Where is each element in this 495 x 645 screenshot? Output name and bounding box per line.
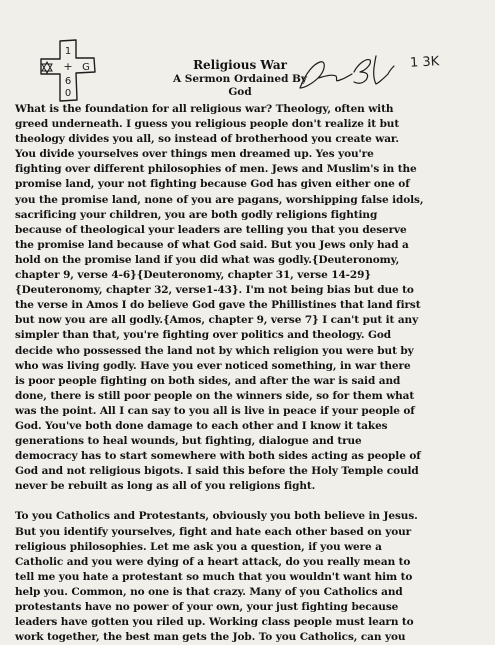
cross-mark-top: 1 [64,46,72,57]
text-line: the promise land because of what God said. But you Jews only had a [15,238,409,251]
text-line: tell me you hate a protestant so much that you wouldn't want him to [15,570,413,583]
text-line: But you identify yourselves, fight and hate each other based on your [15,525,412,538]
text-line: sacrificing your children, you are both godly religions fighting [15,208,378,221]
text-line: generations to heal wounds, but fighting, dialogue and true [15,435,362,448]
text-line: was the point. All I can say to you all is live in peace if your people of [15,404,415,417]
text-line: What is the foundation for all religious war? Theology, often with [15,103,394,115]
cross-mark-center: + [63,60,73,73]
handwritten-margin-note: 1 3K [409,54,440,71]
text-line: help you. Common, no one is that crazy. Many of you Catholics and [15,585,403,598]
text-line: work together, the best man gets the Job. To you Catholics, can you [15,631,406,644]
text-line: leaders have gotten you riled up. Working class people must learn to [15,616,414,629]
text-line: is poor people fighting on both sides, and after the war is said and [15,374,401,387]
text-line: To you Catholics and Protestants, obviously you both believe in Jesus. [15,510,418,523]
text-line: God. You've both done damage to each other and I know it takes [15,419,388,432]
cross-mark-right: G [82,62,90,73]
text-line: because of theological your leaders are telling you that you deserve [15,223,407,236]
text-line: religious philosophies. Let me ask you a question, if you were a [15,540,382,553]
text-line: protestants have no power of your own, your just fighting because [15,601,399,613]
document-title: Religious War [193,58,287,72]
text-line: {Deuteronomy, chapter 32, verse1-43}. I'm not being bias but due to [15,284,414,297]
text-line: fighting over different philosophies of men. Jews and Muslim's in the [15,163,417,176]
cross-mark-bottom: 0 [64,88,72,99]
text-line: promise land, your not fighting because God has given either one of [15,178,410,191]
sermon-body [15,102,485,645]
document-subtitle: A Sermon Ordained By God [172,73,308,98]
text-line: Catholic and you were dying of a heart attack, do you really mean to [15,555,411,568]
text-line: decide who possessed the land not by which religion you were but by [15,344,414,357]
hand-drawn-cross-icon [38,38,98,108]
paragraph [15,102,485,494]
text-line: simpler than that, you're fighting over politics and theology. God [15,329,391,342]
text-line: but now you are all godly.{Amos, chapter 9, verse 7} I can't put it any [15,314,419,327]
text-line: chapter 9, verse 4-6}{Deuteronomy, chapter 31, verse 14-29} [15,269,371,282]
paragraph [15,509,485,645]
text-line: you the promise land, none of you are pagans, worshipping false idols, [15,193,424,206]
text-line: the verse in Amos I do believe God gave the Phillistines that land first [15,299,421,312]
text-line: done, there is still poor people on the winners side, so for them what [15,389,415,402]
text-line: hold on the promise land if you did what was godly.{Deuteronomy, [15,253,400,266]
text-line: greed underneath. I guess you religious people don't realize it but [15,118,400,131]
cross-mark-lower: 6 [64,76,72,87]
text-line: who was living godly. Have you ever noticed something, in war there [15,359,411,372]
text-line: You divide yourselves over things men dreamed up. Yes you're [15,148,374,161]
text-line: theology divides you all, so instead of brotherhood you create war. [15,133,399,146]
text-line: God and not religious bigots. I said this before the Holy Temple could [15,465,419,478]
text-line: democracy has to start somewhere with both sides acting as people of [15,450,421,463]
handwritten-signature [296,52,396,102]
text-line: never be rebuilt as long as all of you religions fight. [15,480,316,493]
